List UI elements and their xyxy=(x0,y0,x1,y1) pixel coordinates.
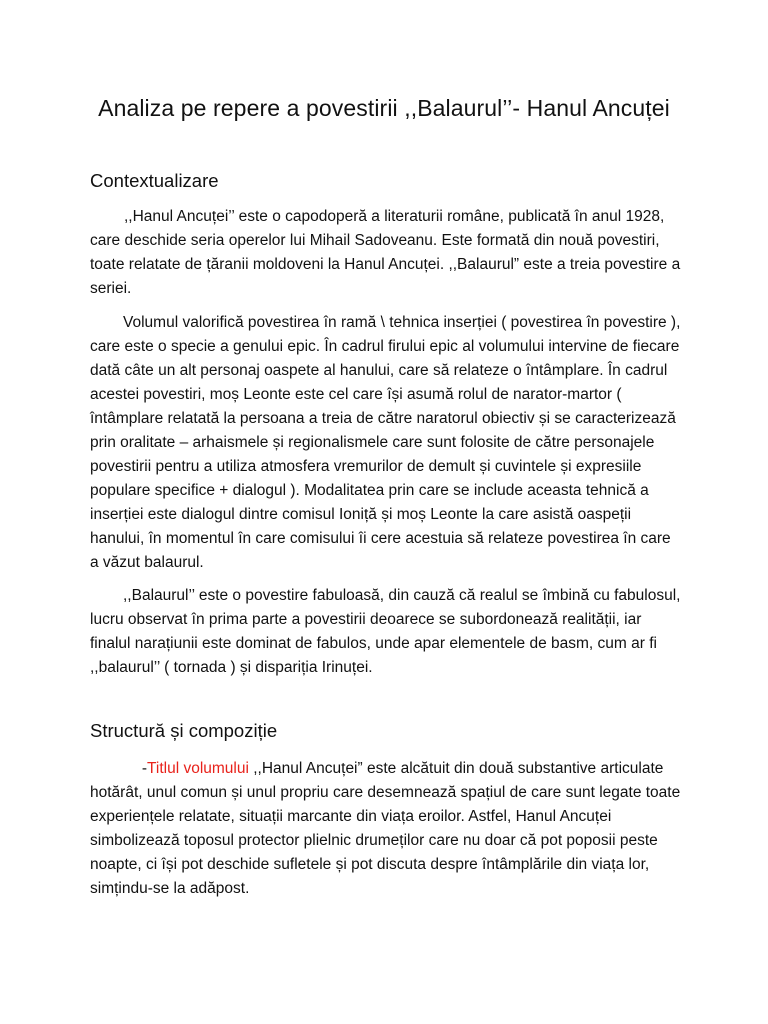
paragraph-text: Volumul valorifică povestirea în ramă \ tehnica inserției ( povestirea în povestire ), care este o specie a genului epic. În cadrul firului epic al volumului intervine de fiecare dată câte un alt personaj oaspete al hanului, care să relateze o întâmplare. În cadrul acestei povestiri, moș Leonte este cel care își asumă rolul de narator-martor ( întâmplare relatată la persoana a treia de către naratorul obiectiv și se caracterizează prin oralitate – arhaismele și regionalismele care sunt folosite de către personajele povestirii pentru a utiliza atmosfera vremurilor de demult și cuvintele și expresiile populare specifice + dialogul ). Modalitatea prin care se include aceasta tehnică a inserției este dialogul dintre comisul Ioniță și moș Leonte la care asistă oaspeții hanului, în momentul în care comisului îi cere acestuia să relateze povestirea în care a văzut balaurul. xyxy=(90,314,681,571)
paragraph-text: ,,Hanul Ancuței” este alcătuit din două substantive articulate hotărât, unul comun și unul propriu care desemnează spațiul de care sunt legate toate experiențele relatate, situații marcante din viața eroilor. Astfel, Hanul Ancuței simbolizează toposul protector plielnic drumeților care nu doar că pot poposii peste noapte, ci își pot deschide sufletele și pot discuta despre întâmplările din viața lor, simțindu-se la adăpost. xyxy=(90,760,681,897)
paragraph-text: ,,Hanul Ancuței’’ este o capodoperă a literaturii române, publicată în anul 1928, care deschide seria operelor lui Mihail Sadoveanu. Este formată din nouă povestiri, toate relatate de țăranii moldoveni la Hanul Ancuței. ,,Balaurul” este a treia povestire a seriei. xyxy=(90,208,681,297)
paragraph xyxy=(90,205,682,301)
highlighted-term: Titlul volumului xyxy=(147,760,249,777)
paragraph xyxy=(90,584,682,680)
paragraph xyxy=(90,311,682,575)
paragraph-text: ,,Balaurul’’ este o povestire fabuloasă, din cauză că realul se îmbină cu fabulosul, lucru observat în prima parte a povestirii deoarece se subordonează realității, iar finalul narațiunii este dominat de fabulos, unde apar elementele de basm, cum ar fi ,,balaurul’’ ( tornada ) și dispariția Irinuței. xyxy=(90,587,681,676)
section-heading-structura: Structură și compoziție xyxy=(90,720,278,741)
section-heading-contextualizare: Contextualizare xyxy=(90,170,219,191)
document-title: Analiza pe repere a povestirii ,,Balaurul’’- Hanul Ancuței xyxy=(98,95,670,121)
list-dash: - xyxy=(141,760,147,777)
list-item xyxy=(90,757,682,901)
